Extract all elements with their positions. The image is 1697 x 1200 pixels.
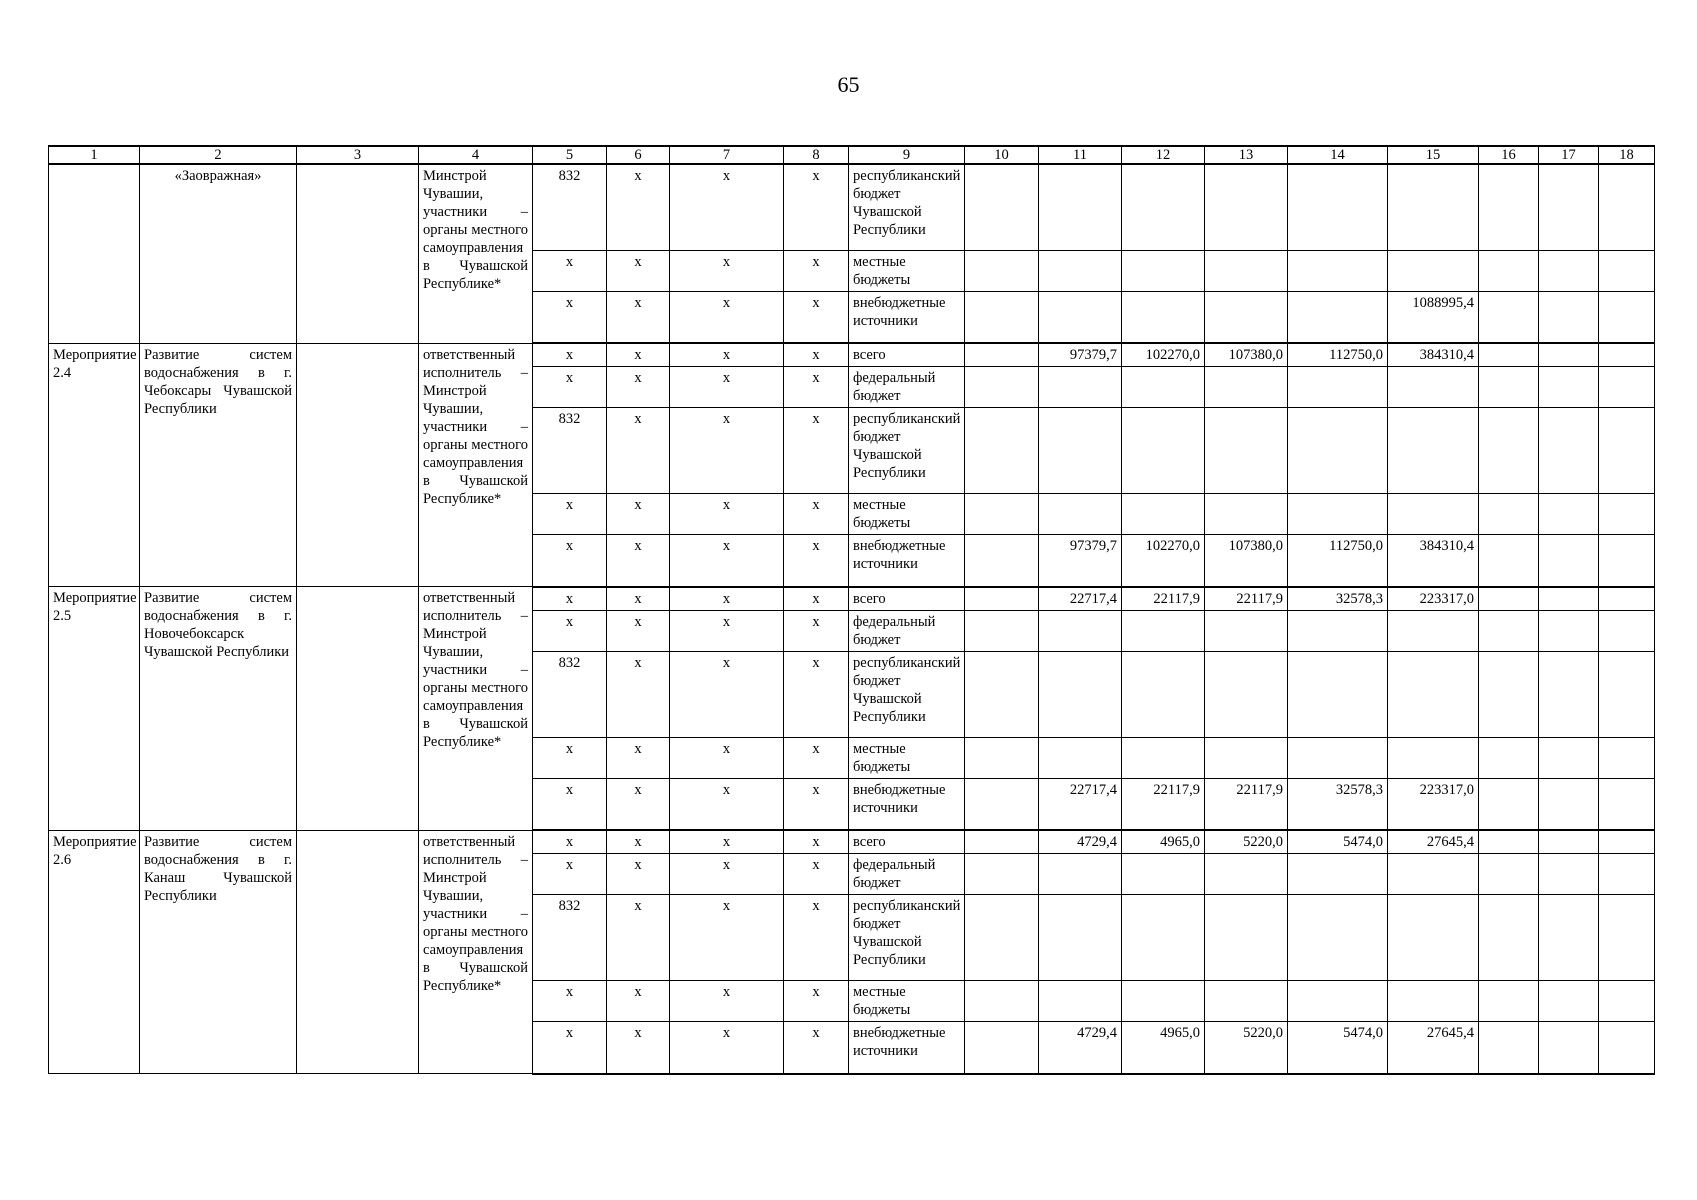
cell-amount-c14 bbox=[1288, 651, 1388, 737]
cell-col16 bbox=[1479, 343, 1539, 367]
cell-amount-c12 bbox=[1122, 854, 1205, 895]
cell-col5: 832 bbox=[533, 895, 607, 981]
cell-col8: х bbox=[784, 895, 849, 981]
cell-col10 bbox=[965, 343, 1039, 367]
cell-col5: х bbox=[533, 830, 607, 854]
cell-funding-source: внебюджетные источники bbox=[849, 535, 965, 587]
cell-amount-c13 bbox=[1205, 737, 1288, 778]
cell-amount-c11 bbox=[1039, 164, 1122, 250]
cell-col8: х bbox=[784, 408, 849, 494]
cell-col10 bbox=[965, 1022, 1039, 1074]
cell-col6: х bbox=[607, 610, 670, 651]
header-cell: 1 bbox=[49, 146, 140, 164]
cell-col6: х bbox=[607, 408, 670, 494]
cell-amount-c14: 112750,0 bbox=[1288, 343, 1388, 367]
cell-col5: х bbox=[533, 981, 607, 1022]
cell-activity-name: Развитие систем водоснабжения в г. Новочебоксарск Чувашской Республики bbox=[140, 587, 297, 831]
cell-col10 bbox=[965, 164, 1039, 250]
cell-col5: х bbox=[533, 250, 607, 291]
cell-amount-c14: 5474,0 bbox=[1288, 1022, 1388, 1074]
cell-amount-c14 bbox=[1288, 291, 1388, 343]
cell-amount-c12: 22117,9 bbox=[1122, 778, 1205, 830]
cell-col16 bbox=[1479, 250, 1539, 291]
cell-col17 bbox=[1539, 981, 1599, 1022]
cell-col6: х bbox=[607, 651, 670, 737]
cell-activity-number: Мероприятие 2.4 bbox=[49, 343, 140, 587]
cell-amount-c13 bbox=[1205, 408, 1288, 494]
header-cell: 7 bbox=[670, 146, 784, 164]
cell-col8: х bbox=[784, 343, 849, 367]
cell-col6: х bbox=[607, 164, 670, 250]
cell-amount-c11: 4729,4 bbox=[1039, 830, 1122, 854]
cell-col18 bbox=[1599, 343, 1655, 367]
cell-col8: х bbox=[784, 1022, 849, 1074]
cell-col18 bbox=[1599, 854, 1655, 895]
cell-amount-c12 bbox=[1122, 494, 1205, 535]
cell-col5: х bbox=[533, 535, 607, 587]
cell-col5: х bbox=[533, 367, 607, 408]
cell-col8: х bbox=[784, 164, 849, 250]
cell-amount-c14 bbox=[1288, 737, 1388, 778]
cell-amount-c15: 384310,4 bbox=[1388, 535, 1479, 587]
cell-col7: х bbox=[670, 367, 784, 408]
cell-col16 bbox=[1479, 367, 1539, 408]
cell-col5: х bbox=[533, 1022, 607, 1074]
cell-col10 bbox=[965, 408, 1039, 494]
cell-col8: х bbox=[784, 291, 849, 343]
cell-col7: х bbox=[670, 343, 784, 367]
cell-col7: х bbox=[670, 830, 784, 854]
cell-amount-c15 bbox=[1388, 895, 1479, 981]
cell-amount-c12: 102270,0 bbox=[1122, 535, 1205, 587]
cell-funding-source: республиканский бюджет Чувашской Республики bbox=[849, 164, 965, 250]
cell-col17 bbox=[1539, 291, 1599, 343]
cell-col18 bbox=[1599, 291, 1655, 343]
header-cell: 6 bbox=[607, 146, 670, 164]
cell-col6: х bbox=[607, 830, 670, 854]
cell-funding-source: республиканский бюджет Чувашской Республики bbox=[849, 408, 965, 494]
cell-amount-c11 bbox=[1039, 895, 1122, 981]
cell-col3 bbox=[297, 587, 419, 831]
cell-funding-source: федеральный бюджет bbox=[849, 367, 965, 408]
cell-amount-c14 bbox=[1288, 494, 1388, 535]
cell-amount-c14 bbox=[1288, 610, 1388, 651]
cell-amount-c11 bbox=[1039, 737, 1122, 778]
cell-col3 bbox=[297, 343, 419, 587]
cell-col17 bbox=[1539, 587, 1599, 611]
cell-funding-source: всего bbox=[849, 587, 965, 611]
cell-amount-c15 bbox=[1388, 408, 1479, 494]
cell-col16 bbox=[1479, 408, 1539, 494]
cell-col16 bbox=[1479, 1022, 1539, 1074]
cell-col6: х bbox=[607, 250, 670, 291]
cell-col6: х bbox=[607, 778, 670, 830]
cell-col8: х bbox=[784, 535, 849, 587]
cell-col6: х bbox=[607, 291, 670, 343]
cell-col7: х bbox=[670, 895, 784, 981]
cell-amount-c15 bbox=[1388, 610, 1479, 651]
cell-amount-c11 bbox=[1039, 367, 1122, 408]
cell-funding-source: местные бюджеты bbox=[849, 981, 965, 1022]
cell-col8: х bbox=[784, 610, 849, 651]
header-cell: 14 bbox=[1288, 146, 1388, 164]
cell-col18 bbox=[1599, 610, 1655, 651]
cell-amount-c13: 107380,0 bbox=[1205, 343, 1288, 367]
cell-amount-c13: 5220,0 bbox=[1205, 830, 1288, 854]
cell-col5: х bbox=[533, 737, 607, 778]
cell-col6: х bbox=[607, 854, 670, 895]
cell-amount-c12 bbox=[1122, 250, 1205, 291]
cell-col16 bbox=[1479, 164, 1539, 250]
cell-executor: ответственный исполнитель – Минстрой Чувашии, участники – органы местного самоуправления в Чувашской Республике* bbox=[419, 587, 533, 831]
cell-col16 bbox=[1479, 981, 1539, 1022]
cell-amount-c13 bbox=[1205, 895, 1288, 981]
cell-activity-name: «Заовражная» bbox=[140, 164, 297, 343]
cell-amount-c15: 1088995,4 bbox=[1388, 291, 1479, 343]
cell-amount-c13: 107380,0 bbox=[1205, 535, 1288, 587]
cell-executor: Минстрой Чувашии, участники – органы местного самоуправления в Чувашской Республике* bbox=[419, 164, 533, 343]
cell-col17 bbox=[1539, 778, 1599, 830]
cell-col7: х bbox=[670, 164, 784, 250]
cell-amount-c14: 32578,3 bbox=[1288, 778, 1388, 830]
header-cell: 8 bbox=[784, 146, 849, 164]
cell-amount-c13 bbox=[1205, 610, 1288, 651]
cell-col5: х bbox=[533, 778, 607, 830]
cell-activity-name: Развитие систем водоснабжения в г. Канаш Чувашской Республики bbox=[140, 830, 297, 1074]
cell-col18 bbox=[1599, 367, 1655, 408]
cell-col8: х bbox=[784, 494, 849, 535]
cell-col17 bbox=[1539, 367, 1599, 408]
cell-col16 bbox=[1479, 494, 1539, 535]
header-cell: 17 bbox=[1539, 146, 1599, 164]
cell-activity-name: Развитие систем водоснабжения в г. Чебоксары Чувашской Республики bbox=[140, 343, 297, 587]
cell-funding-source: федеральный бюджет bbox=[849, 854, 965, 895]
cell-col3 bbox=[297, 830, 419, 1074]
cell-amount-c13 bbox=[1205, 494, 1288, 535]
cell-col8: х bbox=[784, 981, 849, 1022]
table-header-row bbox=[49, 146, 1655, 164]
cell-amount-c12: 4965,0 bbox=[1122, 1022, 1205, 1074]
cell-col10 bbox=[965, 778, 1039, 830]
cell-col10 bbox=[965, 291, 1039, 343]
cell-col5: 832 bbox=[533, 164, 607, 250]
cell-col18 bbox=[1599, 981, 1655, 1022]
cell-amount-c15 bbox=[1388, 250, 1479, 291]
cell-amount-c13 bbox=[1205, 854, 1288, 895]
cell-amount-c14: 5474,0 bbox=[1288, 830, 1388, 854]
cell-amount-c15 bbox=[1388, 367, 1479, 408]
cell-amount-c14 bbox=[1288, 250, 1388, 291]
cell-amount-c13: 22117,9 bbox=[1205, 778, 1288, 830]
header-cell: 15 bbox=[1388, 146, 1479, 164]
cell-col16 bbox=[1479, 854, 1539, 895]
cell-col3 bbox=[297, 164, 419, 343]
cell-col7: х bbox=[670, 854, 784, 895]
header-cell: 13 bbox=[1205, 146, 1288, 164]
cell-col17 bbox=[1539, 250, 1599, 291]
cell-amount-c11 bbox=[1039, 250, 1122, 291]
header-cell: 2 bbox=[140, 146, 297, 164]
cell-col17 bbox=[1539, 164, 1599, 250]
cell-col6: х bbox=[607, 981, 670, 1022]
cell-col18 bbox=[1599, 830, 1655, 854]
cell-col17 bbox=[1539, 494, 1599, 535]
table-row bbox=[49, 164, 1655, 250]
cell-amount-c14 bbox=[1288, 367, 1388, 408]
cell-amount-c15 bbox=[1388, 494, 1479, 535]
cell-col17 bbox=[1539, 343, 1599, 367]
cell-amount-c12 bbox=[1122, 895, 1205, 981]
cell-col8: х bbox=[784, 830, 849, 854]
cell-amount-c11: 22717,4 bbox=[1039, 587, 1122, 611]
header-cell: 5 bbox=[533, 146, 607, 164]
cell-col7: х bbox=[670, 737, 784, 778]
cell-amount-c12 bbox=[1122, 408, 1205, 494]
cell-col16 bbox=[1479, 830, 1539, 854]
cell-amount-c14 bbox=[1288, 981, 1388, 1022]
cell-amount-c12 bbox=[1122, 291, 1205, 343]
cell-col16 bbox=[1479, 737, 1539, 778]
cell-amount-c11: 97379,7 bbox=[1039, 343, 1122, 367]
cell-col7: х bbox=[670, 1022, 784, 1074]
cell-col16 bbox=[1479, 610, 1539, 651]
cell-amount-c12 bbox=[1122, 367, 1205, 408]
cell-col16 bbox=[1479, 778, 1539, 830]
budget-table bbox=[48, 145, 1655, 1075]
cell-col5: х bbox=[533, 587, 607, 611]
cell-col7: х bbox=[670, 587, 784, 611]
cell-amount-c14: 32578,3 bbox=[1288, 587, 1388, 611]
cell-col18 bbox=[1599, 587, 1655, 611]
cell-col5: х bbox=[533, 610, 607, 651]
cell-funding-source: республиканский бюджет Чувашской Республики bbox=[849, 651, 965, 737]
cell-funding-source: всего bbox=[849, 830, 965, 854]
cell-col6: х bbox=[607, 343, 670, 367]
cell-col18 bbox=[1599, 651, 1655, 737]
cell-col8: х bbox=[784, 778, 849, 830]
cell-amount-c11 bbox=[1039, 408, 1122, 494]
cell-col6: х bbox=[607, 494, 670, 535]
cell-col10 bbox=[965, 250, 1039, 291]
cell-col18 bbox=[1599, 250, 1655, 291]
cell-col5: 832 bbox=[533, 651, 607, 737]
cell-col18 bbox=[1599, 737, 1655, 778]
header-cell: 11 bbox=[1039, 146, 1122, 164]
header-cell: 16 bbox=[1479, 146, 1539, 164]
cell-activity-number: Мероприятие 2.5 bbox=[49, 587, 140, 831]
cell-col16 bbox=[1479, 291, 1539, 343]
cell-col8: х bbox=[784, 367, 849, 408]
cell-funding-source: внебюджетные источники bbox=[849, 778, 965, 830]
cell-amount-c13 bbox=[1205, 981, 1288, 1022]
cell-col7: х bbox=[670, 408, 784, 494]
cell-col6: х bbox=[607, 895, 670, 981]
table-row bbox=[49, 343, 1655, 367]
cell-amount-c14 bbox=[1288, 408, 1388, 494]
cell-amount-c11 bbox=[1039, 651, 1122, 737]
cell-col7: х bbox=[670, 651, 784, 737]
cell-funding-source: республиканский бюджет Чувашской Республики bbox=[849, 895, 965, 981]
cell-col10 bbox=[965, 651, 1039, 737]
cell-executor: ответственный исполнитель – Минстрой Чувашии, участники – органы местного самоуправления в Чувашской Республике* bbox=[419, 830, 533, 1074]
cell-col8: х bbox=[784, 737, 849, 778]
cell-amount-c12: 4965,0 bbox=[1122, 830, 1205, 854]
cell-funding-source: всего bbox=[849, 343, 965, 367]
cell-col16 bbox=[1479, 895, 1539, 981]
cell-amount-c11 bbox=[1039, 981, 1122, 1022]
table-row bbox=[49, 830, 1655, 854]
cell-executor: ответственный исполнитель – Минстрой Чувашии, участники – органы местного самоуправления в Чувашской Республике* bbox=[419, 343, 533, 587]
cell-amount-c15: 27645,4 bbox=[1388, 1022, 1479, 1074]
cell-col7: х bbox=[670, 981, 784, 1022]
header-cell: 4 bbox=[419, 146, 533, 164]
cell-amount-c13 bbox=[1205, 367, 1288, 408]
cell-amount-c13: 5220,0 bbox=[1205, 1022, 1288, 1074]
cell-amount-c12 bbox=[1122, 651, 1205, 737]
cell-col6: х bbox=[607, 737, 670, 778]
cell-col17 bbox=[1539, 854, 1599, 895]
cell-col6: х bbox=[607, 535, 670, 587]
header-cell: 3 bbox=[297, 146, 419, 164]
cell-col18 bbox=[1599, 895, 1655, 981]
cell-col7: х bbox=[670, 250, 784, 291]
cell-funding-source: федеральный бюджет bbox=[849, 610, 965, 651]
cell-col8: х bbox=[784, 651, 849, 737]
cell-col8: х bbox=[784, 587, 849, 611]
cell-amount-c12 bbox=[1122, 164, 1205, 250]
cell-col10 bbox=[965, 610, 1039, 651]
page-number: 65 bbox=[837, 72, 860, 97]
cell-amount-c12 bbox=[1122, 610, 1205, 651]
cell-col10 bbox=[965, 895, 1039, 981]
cell-col17 bbox=[1539, 535, 1599, 587]
table-row bbox=[49, 587, 1655, 611]
cell-col18 bbox=[1599, 408, 1655, 494]
cell-amount-c12: 102270,0 bbox=[1122, 343, 1205, 367]
cell-amount-c11: 97379,7 bbox=[1039, 535, 1122, 587]
cell-activity-number bbox=[49, 164, 140, 343]
cell-col5: х bbox=[533, 494, 607, 535]
cell-funding-source: внебюджетные источники bbox=[849, 1022, 965, 1074]
cell-amount-c11 bbox=[1039, 291, 1122, 343]
cell-amount-c15: 223317,0 bbox=[1388, 587, 1479, 611]
cell-col6: х bbox=[607, 587, 670, 611]
cell-col5: х bbox=[533, 854, 607, 895]
cell-col10 bbox=[965, 587, 1039, 611]
cell-funding-source: местные бюджеты bbox=[849, 494, 965, 535]
cell-amount-c13 bbox=[1205, 164, 1288, 250]
cell-amount-c13 bbox=[1205, 651, 1288, 737]
cell-col10 bbox=[965, 854, 1039, 895]
cell-amount-c15 bbox=[1388, 854, 1479, 895]
cell-amount-c15 bbox=[1388, 981, 1479, 1022]
cell-col5: 832 bbox=[533, 408, 607, 494]
cell-amount-c13 bbox=[1205, 250, 1288, 291]
cell-col16 bbox=[1479, 651, 1539, 737]
cell-col18 bbox=[1599, 778, 1655, 830]
cell-col7: х bbox=[670, 535, 784, 587]
cell-funding-source: внебюджетные источники bbox=[849, 291, 965, 343]
cell-col17 bbox=[1539, 610, 1599, 651]
cell-amount-c15: 27645,4 bbox=[1388, 830, 1479, 854]
cell-funding-source: местные бюджеты bbox=[849, 250, 965, 291]
cell-amount-c11 bbox=[1039, 610, 1122, 651]
cell-amount-c11: 4729,4 bbox=[1039, 1022, 1122, 1074]
cell-amount-c14 bbox=[1288, 895, 1388, 981]
cell-col18 bbox=[1599, 1022, 1655, 1074]
cell-col16 bbox=[1479, 535, 1539, 587]
cell-col7: х bbox=[670, 494, 784, 535]
cell-col10 bbox=[965, 367, 1039, 408]
cell-col10 bbox=[965, 737, 1039, 778]
cell-col7: х bbox=[670, 778, 784, 830]
cell-amount-c14 bbox=[1288, 164, 1388, 250]
cell-col17 bbox=[1539, 651, 1599, 737]
header-cell: 12 bbox=[1122, 146, 1205, 164]
cell-amount-c12 bbox=[1122, 737, 1205, 778]
cell-col17 bbox=[1539, 1022, 1599, 1074]
cell-amount-c11: 22717,4 bbox=[1039, 778, 1122, 830]
cell-col18 bbox=[1599, 164, 1655, 250]
cell-col6: х bbox=[607, 367, 670, 408]
cell-activity-number: Мероприятие 2.6 bbox=[49, 830, 140, 1074]
cell-amount-c15: 384310,4 bbox=[1388, 343, 1479, 367]
cell-col18 bbox=[1599, 494, 1655, 535]
cell-col5: х bbox=[533, 291, 607, 343]
cell-col17 bbox=[1539, 408, 1599, 494]
cell-amount-c14: 112750,0 bbox=[1288, 535, 1388, 587]
cell-amount-c15 bbox=[1388, 651, 1479, 737]
cell-col10 bbox=[965, 830, 1039, 854]
cell-col7: х bbox=[670, 291, 784, 343]
cell-col8: х bbox=[784, 250, 849, 291]
cell-col7: х bbox=[670, 610, 784, 651]
cell-col16 bbox=[1479, 587, 1539, 611]
cell-col18 bbox=[1599, 535, 1655, 587]
cell-amount-c15 bbox=[1388, 164, 1479, 250]
cell-col5: х bbox=[533, 343, 607, 367]
cell-amount-c13: 22117,9 bbox=[1205, 587, 1288, 611]
cell-amount-c11 bbox=[1039, 494, 1122, 535]
cell-amount-c11 bbox=[1039, 854, 1122, 895]
cell-col17 bbox=[1539, 737, 1599, 778]
cell-amount-c15 bbox=[1388, 737, 1479, 778]
cell-amount-c14 bbox=[1288, 854, 1388, 895]
cell-amount-c13 bbox=[1205, 291, 1288, 343]
cell-col6: х bbox=[607, 1022, 670, 1074]
header-cell: 9 bbox=[849, 146, 965, 164]
cell-col10 bbox=[965, 494, 1039, 535]
header-cell: 10 bbox=[965, 146, 1039, 164]
cell-amount-c15: 223317,0 bbox=[1388, 778, 1479, 830]
cell-col8: х bbox=[784, 854, 849, 895]
cell-col10 bbox=[965, 981, 1039, 1022]
header-cell: 18 bbox=[1599, 146, 1655, 164]
cell-col17 bbox=[1539, 830, 1599, 854]
cell-col17 bbox=[1539, 895, 1599, 981]
cell-col10 bbox=[965, 535, 1039, 587]
cell-amount-c12: 22117,9 bbox=[1122, 587, 1205, 611]
cell-amount-c12 bbox=[1122, 981, 1205, 1022]
cell-funding-source: местные бюджеты bbox=[849, 737, 965, 778]
